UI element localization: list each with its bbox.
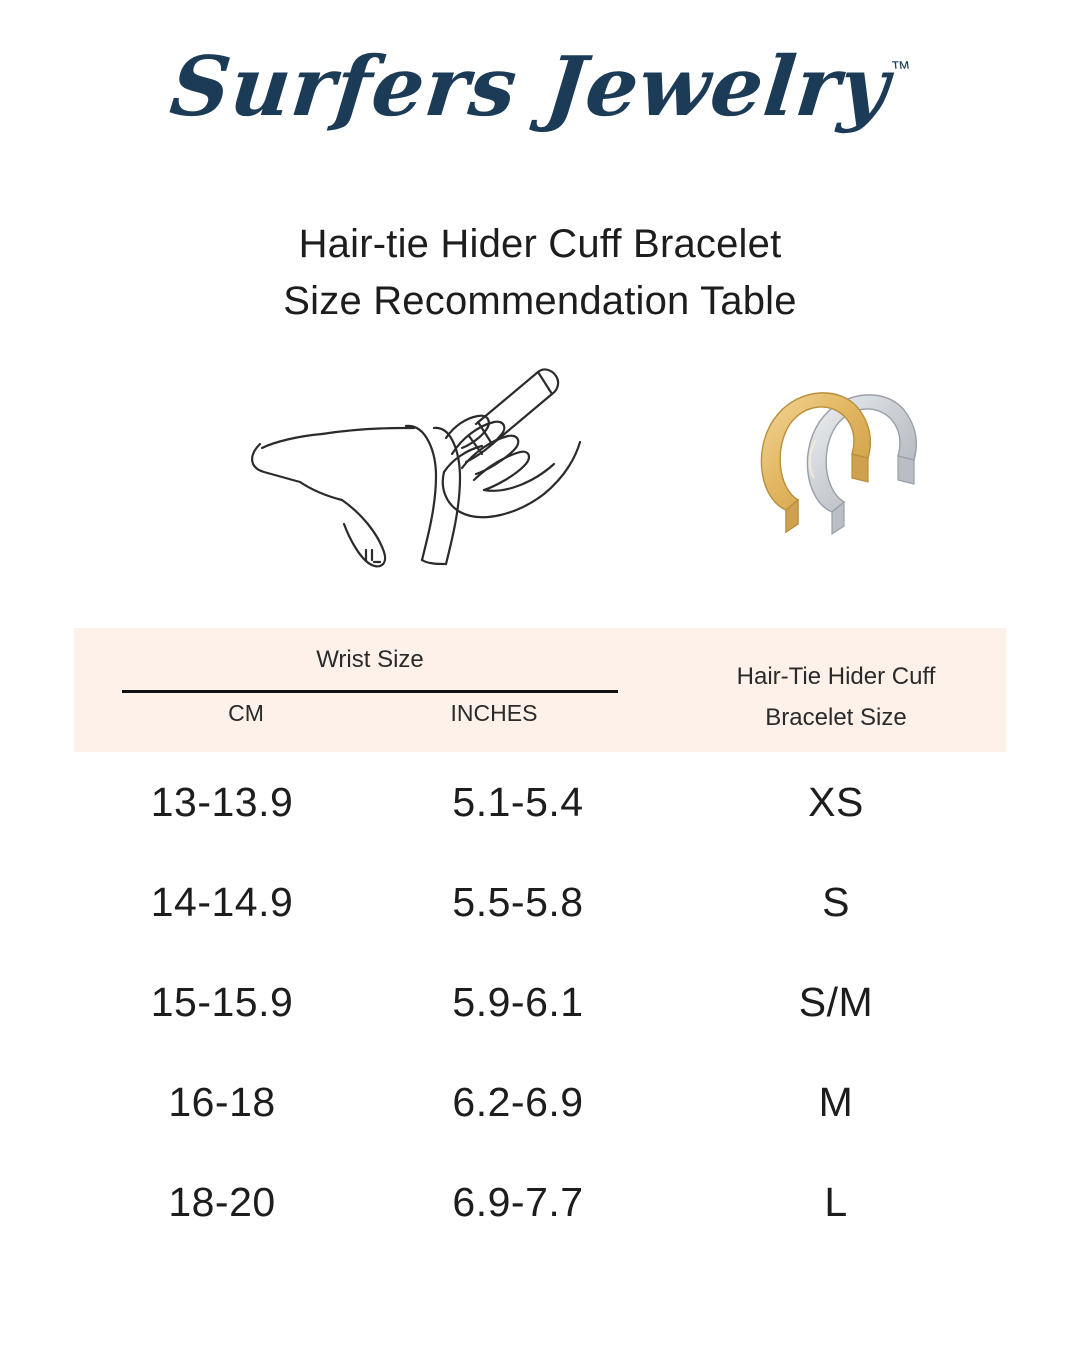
table-header (74, 628, 1006, 752)
cell-inches: 5.5-5.8 (452, 878, 584, 925)
cell-size: M (818, 1078, 854, 1125)
size-recommendation-table (74, 628, 1006, 1252)
table-row (74, 1052, 1006, 1152)
cell-size: XS (808, 778, 864, 825)
cell-cm: 16-18 (168, 1078, 276, 1125)
hand-measuring-wrist-icon (238, 364, 618, 599)
table-header-cm: CM (228, 700, 264, 726)
brand-header (0, 0, 1080, 182)
illustration-row (0, 356, 1080, 616)
cell-cm: 14-14.9 (150, 878, 294, 925)
cell-inches: 6.2-6.9 (452, 1078, 584, 1125)
table-row (74, 1152, 1006, 1252)
table-header-inches: INCHES (450, 700, 538, 726)
cell-inches: 5.9-6.1 (452, 978, 584, 1025)
page-title-line-1: Hair-tie Hider Cuff Bracelet (298, 222, 782, 266)
table-row (74, 952, 1006, 1052)
cell-size: S/M (798, 978, 874, 1025)
cell-cm: 13-13.9 (150, 778, 294, 825)
cell-inches: 6.9-7.7 (452, 1178, 584, 1225)
cell-size: L (824, 1178, 848, 1225)
cell-inches: 5.1-5.4 (452, 778, 584, 825)
table-header-bracelet-size-line-1: Hair-Tie Hider Cuff (736, 663, 936, 690)
table-header-wrist-size: Wrist Size (316, 646, 424, 673)
table-header-bracelet-size-line-2: Bracelet Size (765, 704, 907, 732)
table-row (74, 752, 1006, 852)
page-title (0, 216, 1080, 330)
table-header-divider (122, 690, 618, 693)
trademark-symbol: ™ (889, 57, 913, 80)
cell-size: S (822, 878, 850, 925)
cell-cm: 18-20 (168, 1178, 276, 1225)
cuff-bracelets-icon (740, 384, 930, 559)
cell-cm: 15-15.9 (150, 978, 294, 1025)
brand-wordmark: Surfers Jewelry (165, 39, 895, 135)
page-title-line-2: Size Recommendation Table (283, 278, 797, 323)
table-header-bracelet-size (666, 656, 1006, 739)
table-row (74, 852, 1006, 952)
